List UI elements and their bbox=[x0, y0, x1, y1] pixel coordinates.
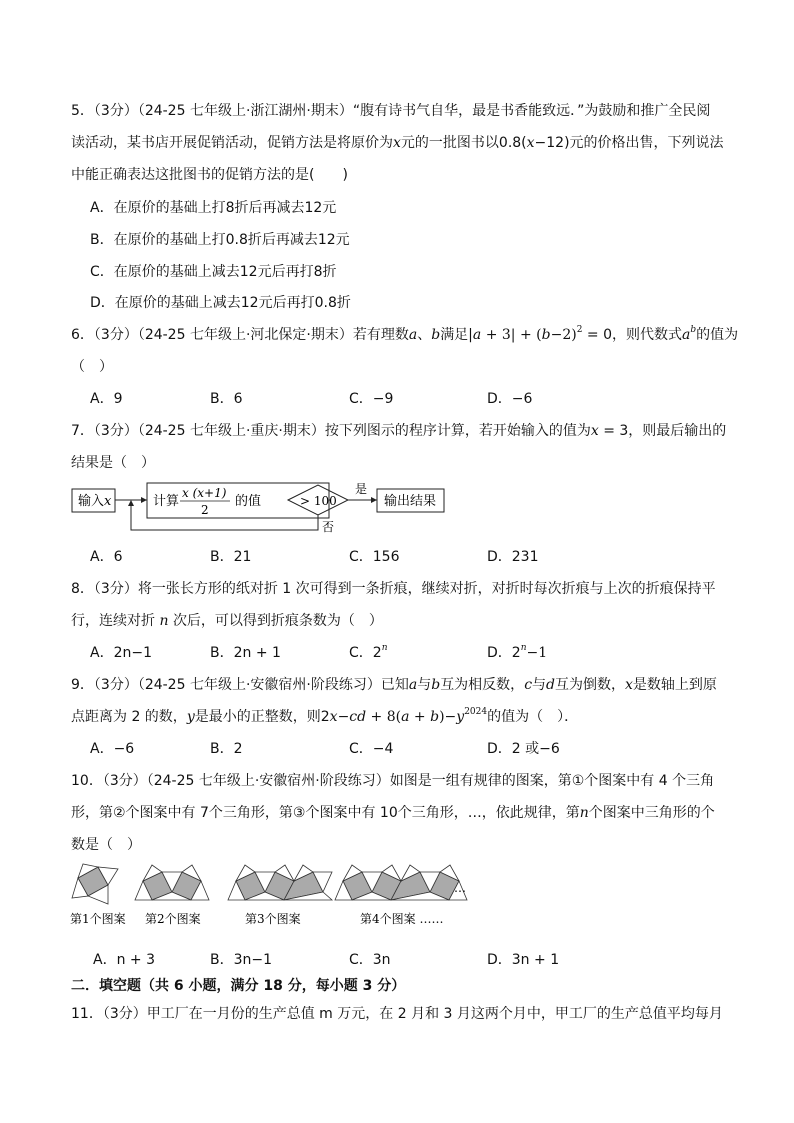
q10-option-b: B．3n−1 bbox=[210, 952, 273, 968]
q6-line-1: 6．（3分）（24-25 七年级上·河北保定·期末）若有理数a、b满足$|a + 3| + (b-2)^2 = 0$，则代数式$a^b$的值为 bbox=[71, 325, 739, 343]
pattern-1 bbox=[72, 864, 118, 904]
q7-option-c: C．156 bbox=[349, 549, 400, 565]
q9-option-c: C．−4 bbox=[349, 741, 394, 757]
pattern-2-caption: 第2个图案 bbox=[145, 912, 201, 926]
pattern-2 bbox=[135, 865, 209, 900]
flow-input-label: 输入x bbox=[78, 494, 112, 509]
q9-option-d: D．2 或−6 bbox=[487, 741, 560, 757]
q6-option-b: B．6 bbox=[210, 391, 243, 407]
q10-option-d: D．3n + 1 bbox=[487, 952, 560, 968]
q9-line-1: 9．（3分）（24-25 七年级上·安徽宿州·阶段练习）已知a与b互为相反数，c与d互为倒数，x是数轴上到原 bbox=[71, 677, 717, 693]
q6-option-c: C．−9 bbox=[349, 391, 394, 407]
q8-option-c: C．2$^n$ bbox=[349, 643, 388, 661]
pattern-3-caption: 第3个图案 bbox=[245, 912, 301, 926]
pattern-3 bbox=[228, 865, 332, 900]
pattern-1-caption: 第1个图案 bbox=[70, 912, 126, 926]
q10-pattern-figure bbox=[70, 862, 490, 932]
flow-calc-numerator: x (x+1) bbox=[182, 486, 227, 500]
q5-option-c: C．在原价的基础上减去12元后再打8折 bbox=[90, 264, 337, 280]
flow-calc-post: 的值 bbox=[235, 494, 262, 509]
q8-line-2: 行，连续对折 n 次后，可以得到折痕条数为（ ） bbox=[71, 613, 383, 629]
q9-line-2: 点距离为 2 的数，y是最小的正整数，则$2x-cd + 8(a + b)-y^{2024}$的值为（ ）． bbox=[71, 707, 579, 725]
q7-line-1: 7．（3分）（24-25 七年级上·重庆·期末）按下列图示的程序计算，若开始输入的值为x = 3，则最后输出的 bbox=[71, 423, 727, 439]
pattern-4-caption: 第4个图案 …… bbox=[360, 912, 444, 926]
q11-line-1: 11．（3分）甲工厂在一月份的生产总值 m 万元，在 2 月和 3 月这两个月中，甲工厂的生产总值平均每月 bbox=[71, 1006, 723, 1022]
section-2-heading: 二．填空题（共 6 小题，满分 18 分，每小题 3 分） bbox=[71, 978, 406, 994]
flow-yes-label: 是 bbox=[355, 482, 368, 496]
q7-flowchart bbox=[70, 478, 450, 540]
q9-option-b: B．2 bbox=[210, 741, 243, 757]
q6-line-2: （ ） bbox=[71, 359, 113, 375]
flow-calc-denominator: 2 bbox=[201, 503, 209, 517]
pattern-ellipsis: … bbox=[454, 881, 466, 895]
q9-option-a: A．−6 bbox=[90, 741, 135, 757]
q6-option-d: D．−6 bbox=[487, 391, 533, 407]
q7-option-a: A．6 bbox=[90, 549, 123, 565]
q7-option-b: B．21 bbox=[210, 549, 252, 565]
flow-output-label: 输出结果 bbox=[384, 494, 437, 509]
q6-option-a: A．9 bbox=[90, 391, 123, 407]
q5-option-a: A．在原价的基础上打8折后再减去12元 bbox=[90, 200, 337, 216]
q5-option-d: D．在原价的基础上减去12元后再打0.8折 bbox=[90, 295, 351, 311]
q10-option-a: A．n + 3 bbox=[93, 952, 155, 968]
q10-line-1: 10．（3分）（24-25 七年级上·安徽宿州·阶段练习）如图是一组有规律的图案，第①个图案中有 4 个三角 bbox=[71, 773, 715, 789]
q10-line-3: 数是（ ） bbox=[71, 837, 141, 853]
q7-option-d: D．231 bbox=[487, 549, 539, 565]
q8-option-b: B．2n + 1 bbox=[210, 645, 281, 661]
flow-no-label: 否 bbox=[322, 520, 335, 534]
q5-option-b: B．在原价的基础上打0.8折后再减去12元 bbox=[90, 232, 350, 248]
q10-option-c: C．3n bbox=[349, 952, 391, 968]
q5-line-1: 5．（3分）（24-25 七年级上·浙江湖州·期末）“腹有诗书气自华，最是书香能致远．”为鼓励和推广全民阅 bbox=[71, 103, 711, 119]
q8-option-a: A．2n−1 bbox=[90, 645, 152, 661]
flow-calc-pre: 计算 bbox=[153, 494, 180, 509]
q7-line-2: 结果是（ ） bbox=[71, 455, 155, 471]
q8-option-d: D．$2^n-1$ bbox=[487, 643, 548, 661]
flow-decision-label: > 100 bbox=[300, 494, 337, 508]
q10-line-2: 形，第②个图案中有 7个三角形，第③个图案中有 10个三角形，…，依此规律，第n个图案中三角形的个 bbox=[71, 805, 715, 821]
q5-line-2: 读活动，某书店开展促销活动，促销方法是将原价为x元的一批图书以0.8(x−12)元的价格出售，下列说法 bbox=[71, 135, 724, 151]
q8-line-1: 8．（3分）将一张长方形的纸对折 1 次可得到一条折痕，继续对折，对折时每次折痕与上次的折痕保持平 bbox=[71, 581, 716, 597]
pattern-4 bbox=[335, 865, 467, 900]
q5-line-3: 中能正确表达这批图书的促销方法的是( ) bbox=[71, 167, 348, 183]
